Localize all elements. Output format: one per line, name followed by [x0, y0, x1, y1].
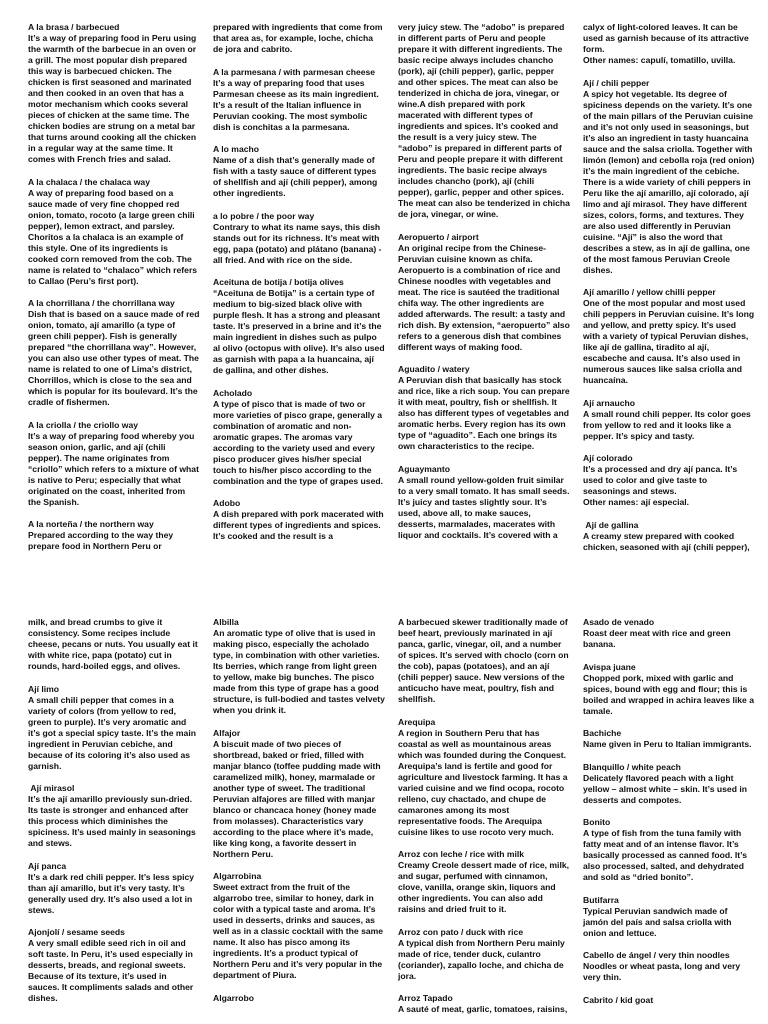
entry-term: Arroz con leche / rice with milk	[398, 849, 525, 859]
entry-definition: Roast deer meat with rice and green banana.	[583, 628, 733, 649]
glossary-entry	[583, 662, 755, 717]
glossary-entry	[213, 277, 385, 376]
entry-term: Aeropuerto / airport	[398, 231, 479, 242]
glossary-entry	[213, 871, 385, 981]
glossary-entry	[583, 398, 755, 442]
entry-definition: Typical Peruvian sandwich made of jamón del país and salsa criolla with onion and lettuce.	[583, 905, 734, 938]
bottom-column-4	[583, 617, 755, 1017]
entry-definition: It’s a processed and dry ají panca. It’s used to color and give taste to seasonings and stews. Other names: ají especial.	[583, 464, 738, 507]
glossary-entry	[398, 464, 570, 541]
entry-term: Blanquillo / white peach	[583, 761, 681, 772]
glossary-entry	[398, 927, 570, 982]
bottom-column-2	[213, 617, 388, 1015]
glossary-entry	[213, 211, 385, 266]
entry-term: Adobo	[213, 498, 241, 508]
entry-term: Cabrito / kid goat	[583, 994, 654, 1005]
entry-definition: A small chili pepper that comes in a variety of colors (from yellow to red, green to purple). It’s very aromatic and it’s got a special spicy taste. It’s the main ingredient in Peruvian cebiche, and because of its coloring it’s also used as garnish.	[28, 694, 199, 771]
entry-term: Algarrobina	[213, 871, 262, 881]
entry-definition: A type of pisco that is made of two or more varieties of pisco grape, generally a combination of aromatic and non-aromatic grapes. The aromas vary according to the variety used and every pisco producer gives his/her special touch to his/her pisco according to the combination and the type of grapes used.	[213, 398, 385, 486]
entry-definition: Name of a dish that’s generally made of fish with a tasty sauce of different types of shellfish and ají (chili pepper), among other ingredients.	[213, 155, 380, 198]
entry-definition: A dish prepared with pork macerated with different types of ingredients and spices. It’s cooked and the result is a	[213, 509, 387, 541]
entry-definition: It’s a way of preparing food in Peru using the warmth of the barbecue in an oven or a grill. The most popular dish prepared this way is barbecued chicken. The chicken is first seasoned and marinated and then cooked in an oven that has a motor mechanism which cooks several pieces of chicken at the same time. The chicken bodies are strung on a metal bar that turns around cooking all the chicken in a regular way at the same time. It comes with French fries and salad.	[28, 33, 199, 164]
entry-definition: A typical dish from Northern Peru mainly made of rice, tender duck, culantro (coriander), zapallo loche, and chicha de jora.	[398, 937, 568, 981]
entry-definition: Dish that is based on a sauce made of red onion, tomato, ají amarillo (a type of green chili pepper). Fish is generally prepared “the chorrillana way”. However, you can also use other types of meat. The name is related to one of Lima’s district, Chorrillos, which is close to the sea and which is popular for its boulevard. It’s the cradle of fishermen.	[28, 309, 202, 407]
glossary-entry	[398, 617, 570, 705]
entry-term: Albilla	[213, 617, 239, 627]
entry-definition: It’s a dark red chili pepper. It’s less spicy than ají amarillo, but it’s very tasty. It’s generally used dry. It’s also used a lot in stews.	[28, 871, 197, 915]
entry-definition: Sweet extract from the fruit of the algarrobo tree, similar to honey, dark in color with a typical taste and aroma. It’s used in desserts, drinks and sauces, as well as in a classic cocktail with the same name. It also has pisco among its ingredients. It’s a product typical of Northern Peru and it’s very popular in the department of Piura.	[213, 882, 386, 980]
glossary-entry	[398, 993, 570, 1015]
top-column-4	[583, 22, 755, 562]
entry-definition: Creamy Creole dessert made of rice, milk, and sugar, perfumed with cinnamon, clove, vanilla, orange skin, liquors and other ingredients. You can also add raisins and dried fruit to it.	[398, 860, 572, 914]
glossary-entry	[583, 22, 755, 66]
entry-term: Aguadito / watery	[398, 364, 470, 374]
glossary-entry	[28, 783, 200, 849]
glossary-bottom-block	[0, 617, 768, 1024]
entry-term: Aceituna de botija / botija olives	[213, 277, 344, 287]
glossary-entry	[583, 762, 755, 806]
entry-term: Cabello de ángel / very thin noodles	[583, 950, 730, 960]
entry-term: Arequipa	[398, 716, 436, 727]
entry-term: Arroz Tapado	[398, 993, 453, 1003]
entry-definition: A type of fish from the tuna family with fatty meat and of an intense flavor. It’s basically processed as canned food. It’s also processed, salted, and dehydrated and sold as “dried bonito”.	[583, 828, 750, 882]
glossary-entry	[398, 231, 573, 353]
entry-term: Algarrobo	[213, 992, 255, 1003]
entry-term: Butifarra	[583, 894, 619, 905]
entry-term: Ají arnaucho	[583, 397, 636, 408]
glossary-entry	[583, 995, 755, 1006]
entry-definition: An aromatic type of olive that is used in making pisco, especially the acholado type, in combination with other varieties. Its berries, which range from light green to yellow, make big bunches. The pisco made from this type of grape has a good structure, is full-bodied and tastes velvety when you drink it.	[213, 628, 388, 715]
entry-term: Asado de venado	[583, 617, 655, 627]
entry-term: A la brasa / barbecued	[28, 22, 120, 32]
entry-definition: A sauté of meat, garlic, tomatoes, raisins,	[398, 1004, 568, 1014]
entry-term: Avispa juane	[583, 661, 636, 672]
bottom-column-3	[398, 617, 570, 1024]
glossary-entry	[398, 22, 573, 220]
glossary-entry	[583, 520, 755, 553]
top-column-3	[398, 22, 573, 552]
glossary-entry	[398, 717, 570, 838]
entry-definition: A very small edible seed rich in oil and soft taste. In Peru, it’s used especially in desserts, breads, and regional sweets. Because of its texture, it’s used in sauces. It compliments salads and other dishes.	[28, 938, 196, 1003]
glossary-top-block	[0, 22, 768, 562]
glossary-entry	[583, 617, 755, 650]
entry-definition: calyx of light-colored leaves. It can be used as garnish because of its attractive form. Other names: capulí, tomatillo, uvilla.	[583, 22, 749, 65]
bottom-column-1	[28, 617, 200, 1016]
entry-term: Ají amarillo / yellow chilli pepper	[583, 287, 716, 297]
entry-term: A la criolla / the criollo way	[28, 419, 139, 430]
entry-term: a lo pobre / the poor way	[213, 210, 315, 221]
glossary-entry	[583, 895, 755, 939]
entry-definition: A small round chili pepper. Its color goes from yellow to red and it looks like a pepper. It’s spicy and tasty.	[583, 408, 754, 441]
entry-term: Bonito	[583, 817, 611, 827]
glossary-entry	[583, 950, 755, 983]
entry-definition: Name given in Peru to Italian immigrants.	[583, 739, 752, 749]
glossary-entry	[213, 22, 385, 55]
entry-term: Arroz con pato / duck with rice	[398, 926, 524, 937]
glossary-entry	[213, 617, 388, 716]
entry-definition: Delicately flavored peach with a light yellow – almost white – skin. It’s used in desserts and compotes.	[583, 772, 750, 805]
entry-definition: It’s a way of preparing food whereby you season onion, garlic, and ají (chili pepper). The name originates from “criollo” which refers to a mixture of what is native to Peru; especially that what originated on the coast, inherited from the Spanish.	[28, 430, 202, 507]
entry-definition: Contrary to what its name says, this dish stands out for its richness. It’s meat with egg, papa (potato) and plátano (banana) - all fried. And with rice on the side.	[213, 221, 384, 265]
entry-definition: It’s a way of preparing food that uses Parmesan cheese as its main ingredient. It’s a result of the Italian influence in Peruvian cooking. The most symbolic dish is conchitas a la parmesana.	[213, 77, 382, 132]
glossary-entry	[583, 78, 755, 276]
glossary-entry	[28, 420, 200, 508]
glossary-entry	[28, 519, 200, 552]
entry-definition: Prepared according to the way they prepare food in Northern Peru or	[28, 530, 176, 551]
entry-term: Ají mirasol	[28, 783, 75, 793]
glossary-entry	[28, 617, 200, 672]
entry-definition: very juicy stew. The “adobo” is prepared in different parts of Peru and people prepare it with different ingredients. The basic recipe always includes chancho (pork), ají (chili pepper), garlic, pepper and other spices. The meat can also be tenderized in chicha de jora, vinegar, or wine.A dish prepared with pork macerated with different types of ingredients and spices. It’s cooked and the result is a very juicy stew. The “adobo” is prepared in different parts of Peru and people prepare it with different ingredients. The basic recipe always includes chancho (pork), ají (chili pepper), garlic, pepper and other spices. The meat can also be tenderized in chicha de jora, vinegar, or wine.	[398, 22, 573, 219]
top-column-2	[213, 22, 385, 554]
top-column-1	[28, 22, 200, 562]
entry-term: Ají panca	[28, 860, 67, 871]
entry-definition: A spicy hot vegetable. Its degree of spiciness depends on the variety. It’s one of the main pillars of the Peruvian cuisine and it’s not only used in seasonings, but it’s also an ingredient in tasty huancaina sauce and the salsa criolla. Together with limón (lemon) and cebolla roja (red onion) it’s the main ingredient of the cebiche. There is a wide variety of chili peppers in Peru like the ají amarillo, ají colorado, ají limo and ají mirasol. They have different sizes, colors, forms, and textures. They are also used differently in Peruvian cuisine. “Ají” is also the word that describes a stew, as in ají de gallina, one of the most famous Peruvian Creole dishes.	[583, 88, 757, 275]
glossary-entry	[398, 364, 573, 452]
entry-definition: Noodles or wheat pasta, long and very very thin.	[583, 961, 743, 982]
glossary-entry	[28, 22, 200, 165]
glossary-entry	[213, 67, 385, 133]
glossary-entry	[28, 861, 200, 916]
glossary-entry	[583, 453, 755, 508]
entry-definition: A biscuit made of two pieces of shortbread, baked or fried, filled with manjar blanco (toffee pudding made with caramelized milk), honey, marmalade or another type of sweet. The traditional Peruvian alfajores are filled with manjar blanco or chancaca honey (honey made from molasses). Characteristics vary according to the place where it’s made, like king kong, a favorite dessert in Northern Peru.	[213, 738, 383, 859]
glossary-entry	[583, 728, 755, 750]
glossary-entry	[28, 927, 200, 1004]
entry-term: A la norteña / the northern way	[28, 519, 154, 529]
entry-term: Ajonjolí / sesame seeds	[28, 927, 125, 937]
glossary-entry	[583, 817, 755, 883]
entry-term: A la parmesana / with parmesan cheese	[213, 66, 376, 77]
entry-definition: Chopped pork, mixed with garlic and spices, bound with egg and flour; this is boiled and wrapped in achira leaves like a tamale.	[583, 672, 757, 716]
glossary-entry	[213, 728, 385, 860]
entry-term: A la chalaca / the chalaca way	[28, 176, 150, 187]
entry-term: Alfajor	[213, 727, 241, 738]
glossary-entry	[398, 849, 570, 915]
entry-term: Aguaymanto	[398, 463, 451, 474]
entry-term: Ají de gallina	[583, 519, 639, 530]
glossary-entry	[213, 388, 385, 487]
glossary-entry	[213, 993, 385, 1004]
glossary-entry	[28, 177, 200, 287]
entry-term: A la chorrillana / the chorrillana way	[28, 298, 175, 308]
entry-term: Bachiche	[583, 728, 622, 738]
entry-definition: A creamy stew prepared with cooked chicken, seasoned with ají (chili pepper),	[583, 530, 750, 552]
glossary-entry	[213, 498, 385, 542]
entry-definition: “Aceituna de Botija” is a certain type of medium to big-sized black olive with purple flesh. It has a strong and pleasant taste. It’s preserved in a brine and it’s the main ingredient in dishes such as pulpo al olivo (octopus with olive). It’s also used as garnish with papa a la huancaina, ají de gallina, and other dishes.	[213, 288, 387, 375]
entry-definition: A region in Southern Peru that has coastal as well as mountainous areas which was founded during the Conquest. Arequipa’s land is fertile and good for agriculture and livestock farming. It has a varied cuisine and we find ocopa, rocoto relleno, cuy chactado, and chupe de camarones among its most representative foods. The Arequipa cuisine likes to use rocoto very much.	[398, 727, 570, 837]
entry-term: Acholado	[213, 387, 253, 398]
entry-term: Ají colorado	[583, 453, 633, 463]
entry-definition: One of the most popular and most used chili peppers in Peruvian cuisine. It’s long and yellow, and pretty spicy. It’s used with a variety of typical Peruvian dishes, like ají de gallina, tiradito al ají, escabeche and causa. It’s also used in numerous sauces like salsa criolla and huancaína.	[583, 298, 757, 385]
entry-definition: milk, and bread crumbs to give it consistency. Some recipes include cheese, pecans or nuts. You usually eat it with white rice, papa (potato) cut in rounds, hard-boiled eggs, and olives.	[28, 617, 201, 671]
entry-term: Ají limo	[28, 683, 60, 694]
glossary-entry	[28, 684, 200, 772]
entry-definition: A way of preparing food based on a sauce made of very fine chopped red onion, tomato, rocoto (a large green chili pepper), lemon extract, and parsley. Choritos a la chalaca is an example of this style. One of its ingredients is cooked corn removed from the cob. The name is related to “chalaco” which refers to Callao (Peru’s first port).	[28, 187, 200, 286]
glossary-entry	[28, 298, 200, 408]
entry-definition: A barbecued skewer traditionally made of beef heart, previously marinated in ají panca, garlic, vinegar, oil, and a number of spices. It’s served with choclo (corn on the cob), papas (potatoes), and an ají (chili pepper) sauce. New versions of the anticucho have meat, poultry, fish and shellfish.	[398, 617, 572, 704]
entry-definition: A small round yellow-golden fruit similar to a very small tomato. It has small seeds. It’s juicy and tastes slightly sour. It’s used, above all, to make sauces, desserts, marmalades, macerates with liquor and cocktails. It’s covered with a	[398, 474, 572, 540]
entry-definition: prepared with ingredients that come from that area as, for example, loche, chicha de jora and cabrito.	[213, 22, 385, 54]
entry-definition: A Peruvian dish that basically has stock and rice, like a rich soup. You can prepare it with meat, poultry, fish or shellfish. It also has different types of vegetables and aromatic herbs. Every region has its own type of “aguadito”. Each one brings its own characteristics to the recipe.	[398, 375, 573, 451]
entry-term: Ají / chili pepper	[583, 77, 650, 88]
glossary-entry	[583, 287, 755, 386]
entry-definition: An original recipe from the Chinese-Peruvian cuisine known as chifa. Aeropuerto is a combination of rice and Chinese noodles with vegetables and meat. The rice is sautéed the traditional chifa way. The other ingredients are added afterwards. The result: a tasty and rich dish. By extension, “aeropuerto” also refers to a generous dish that combines different ways of making food.	[398, 242, 573, 352]
entry-term: A lo macho	[213, 144, 259, 154]
glossary-entry	[213, 144, 385, 199]
entry-definition: It’s the ají amarillo previously sun-dried. Its taste is stronger and enhanced after this process which diminishes the spiciness. It’s used mainly in seasonings and stews.	[28, 794, 199, 848]
